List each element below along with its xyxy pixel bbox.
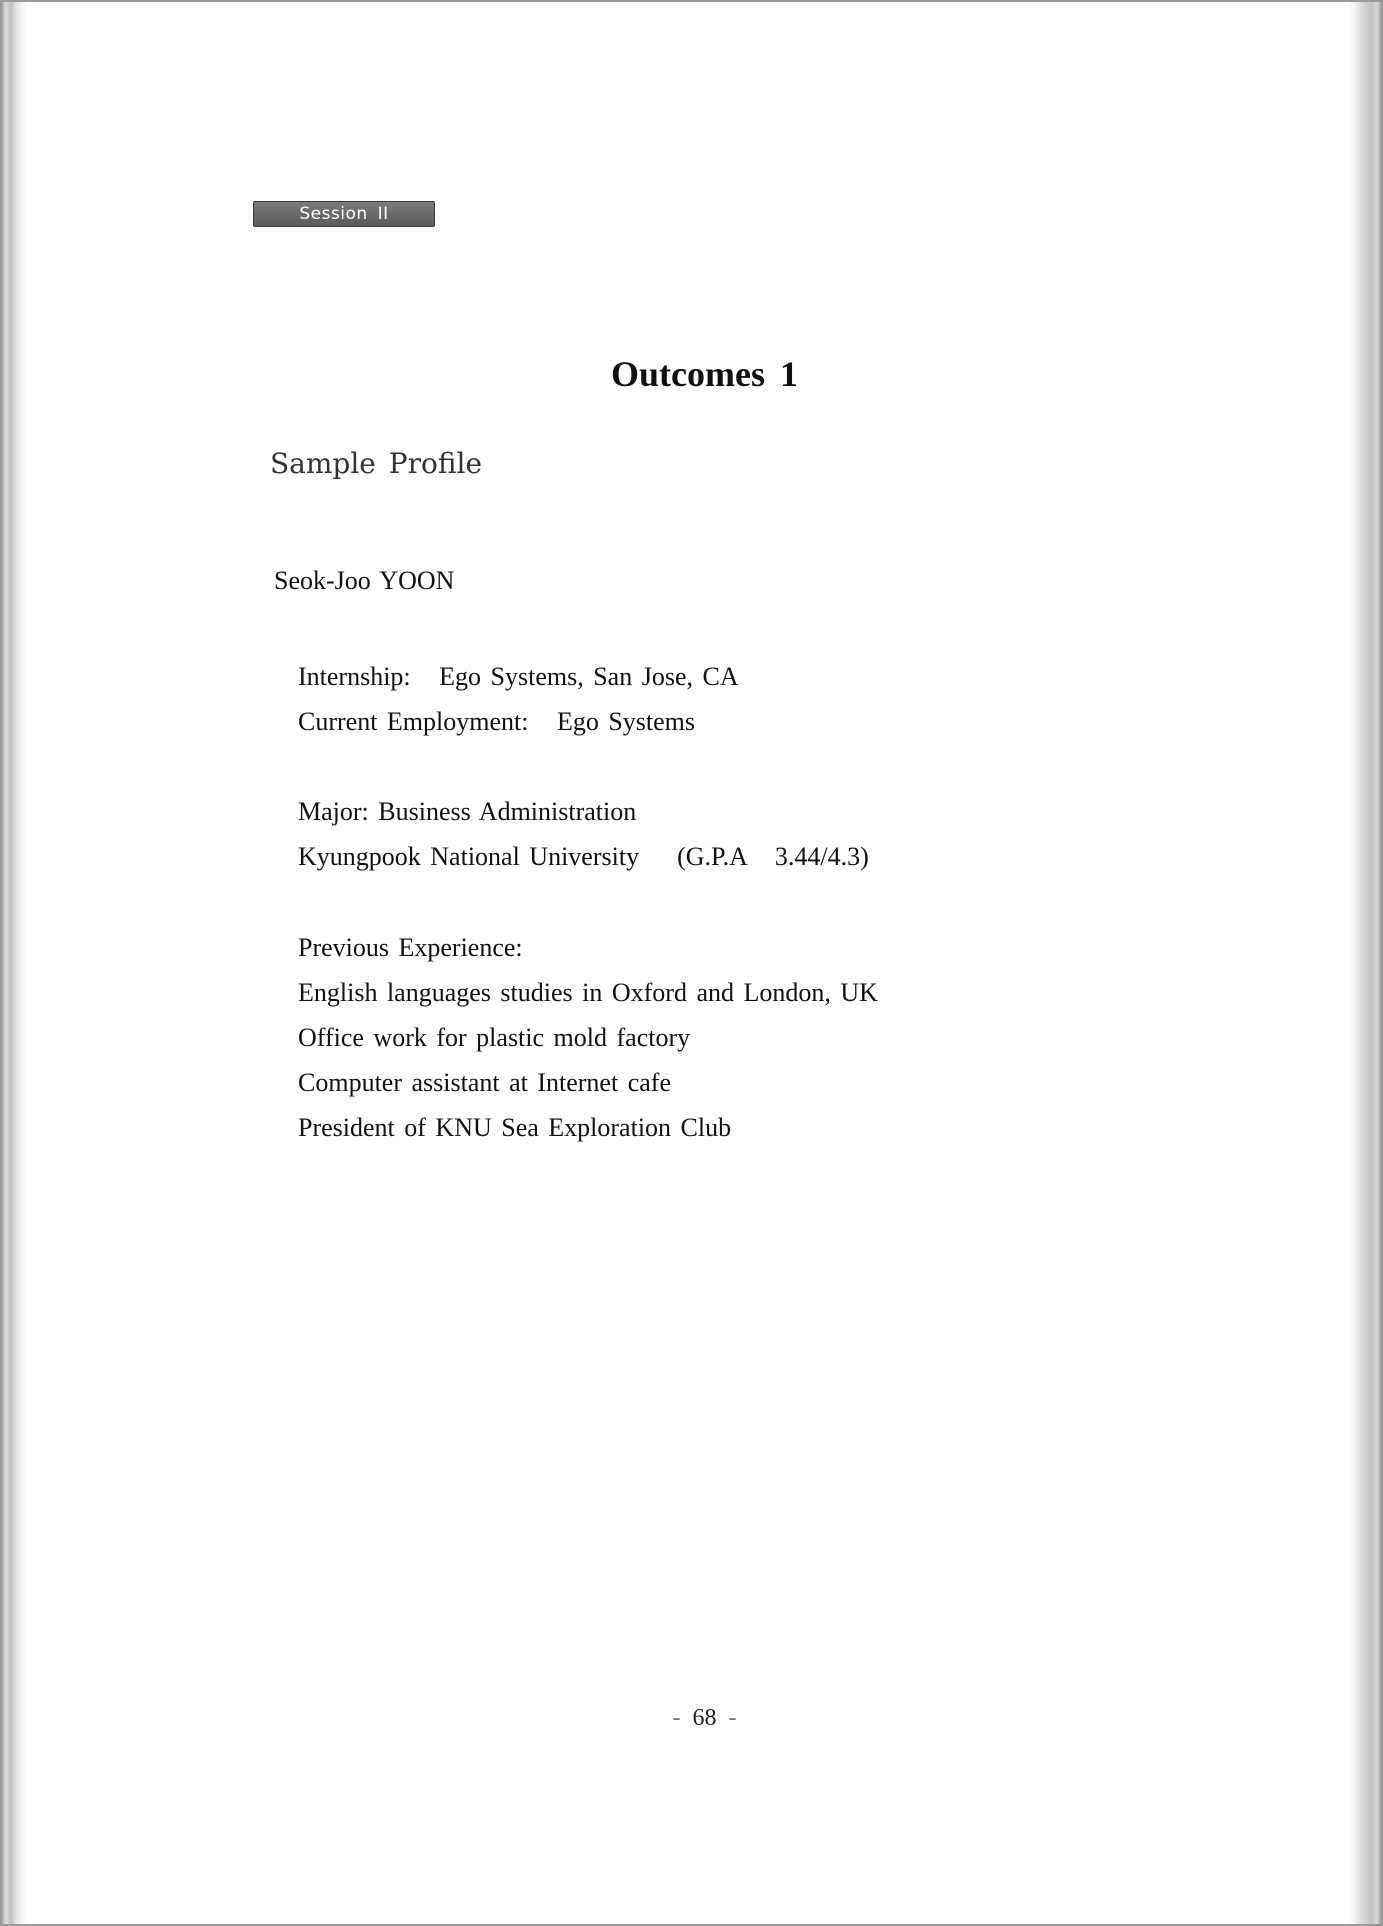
experience-item: English languages studies in Oxford and London, UK xyxy=(298,978,878,1007)
session-badge: Session II xyxy=(253,201,435,227)
major-line: Major: Business Administration xyxy=(298,797,637,826)
experience-item: Office work for plastic mold factory xyxy=(298,1023,691,1052)
page-binding-right xyxy=(1349,2,1381,1926)
page-number-dash-left: - xyxy=(672,1705,681,1731)
page-number-value: 68 xyxy=(692,1705,717,1731)
page-number xyxy=(2,1702,1383,1734)
internship-line: Internship: Ego Systems, San Jose, CA xyxy=(298,662,739,691)
section-subtitle: Sample Profile xyxy=(270,447,483,480)
experience-item: President of KNU Sea Exploration Club xyxy=(298,1113,732,1142)
page-binding-left xyxy=(2,2,28,1926)
profile-name: Seok-Joo YOON xyxy=(274,566,455,595)
experience-heading: Previous Experience: xyxy=(298,933,523,962)
page-title: Outcomes 1 xyxy=(611,354,798,394)
university-line: Kyungpook National University (G.P.A 3.44/4.3) xyxy=(298,842,869,871)
experience-item: Computer assistant at Internet cafe xyxy=(298,1068,671,1097)
page-number-dash-right: - xyxy=(728,1705,737,1731)
employment-line: Current Employment: Ego Systems xyxy=(298,707,696,736)
